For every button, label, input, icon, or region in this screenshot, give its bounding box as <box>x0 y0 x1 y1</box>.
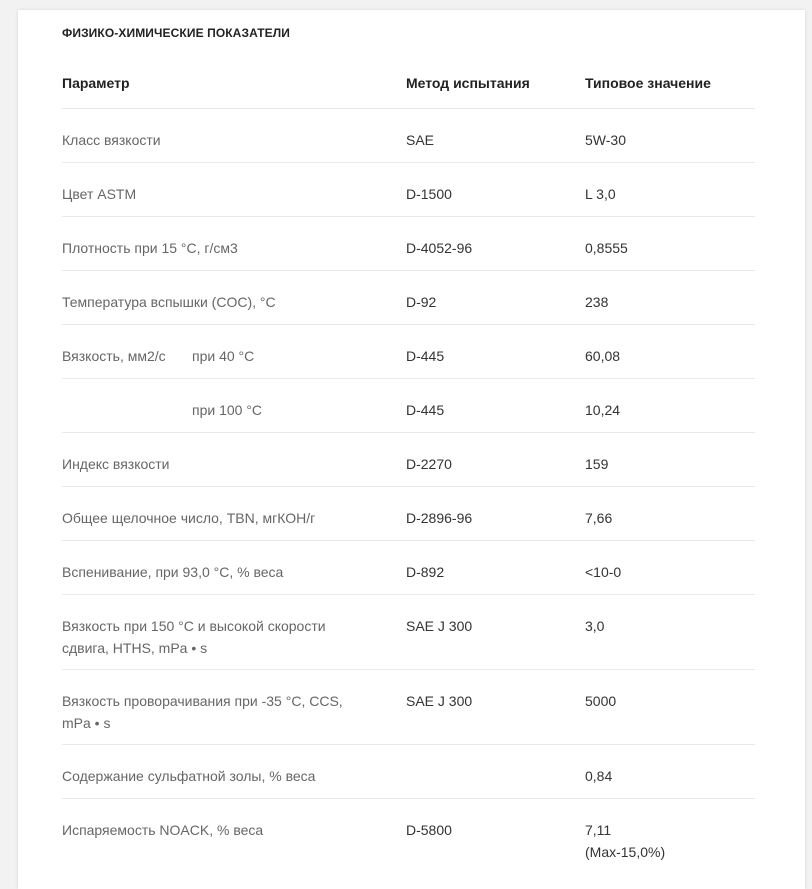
method-cell: SAE <box>406 132 435 148</box>
value-cell: 3,0 <box>585 618 605 634</box>
table-row <box>62 433 755 487</box>
param-cell: Температура вспышки (COC), °C <box>62 294 276 310</box>
method-cell: D-5800 <box>406 822 452 838</box>
header-value: Типовое значение <box>585 75 711 91</box>
table-row <box>62 271 755 325</box>
value-cell: 238 <box>585 294 609 310</box>
table-row <box>62 745 755 799</box>
table-row <box>62 109 755 163</box>
value-cell: 10,24 <box>585 402 621 418</box>
method-cell: D-892 <box>406 564 445 580</box>
param-cell: Испаряемость NOACK, % веса <box>62 822 264 838</box>
sub-param-cell: при 40 °C <box>192 348 255 364</box>
param-cell: Индекс вязкости <box>62 456 170 472</box>
header-method: Метод испытания <box>406 75 530 91</box>
method-cell: D-2270 <box>406 456 452 472</box>
table-row <box>62 163 755 217</box>
value-cell: 60,08 <box>585 348 621 364</box>
value-note: (Max-15,0%) <box>585 844 666 860</box>
method-cell: SAE J 300 <box>406 693 473 709</box>
param-cell: Общее щелочное число, TBN, мгКОН/г <box>62 510 316 526</box>
method-cell: D-4052-96 <box>406 240 473 256</box>
specs-table <box>62 62 755 871</box>
param-cell: Цвет ASTM <box>62 186 137 202</box>
table-row <box>62 670 755 745</box>
table-row <box>62 487 755 541</box>
header-param: Параметр <box>62 75 130 91</box>
value-cell: 0,84 <box>585 768 613 784</box>
param-cell: Вспенивание, при 93,0 °C, % веса <box>62 564 284 580</box>
value-cell: 159 <box>585 456 609 472</box>
table-row <box>62 541 755 595</box>
value-cell: 5000 <box>585 693 617 709</box>
table-row <box>62 217 755 271</box>
method-cell: D-1500 <box>406 186 452 202</box>
param-cell: Вязкость, мм2/с <box>62 348 166 364</box>
param-cell: Вязкость при 150 °C и высокой скорости сдвига, HTHS, mPa • s <box>62 618 326 656</box>
value-cell: <10-0 <box>585 564 622 580</box>
param-cell: Содержание сульфатной золы, % веса <box>62 768 316 784</box>
method-cell: D-92 <box>406 294 437 310</box>
param-cell: Класс вязкости <box>62 132 161 148</box>
value-cell: 0,8555 <box>585 240 628 256</box>
value-cell: L 3,0 <box>585 186 616 202</box>
sub-param-cell: при 100 °C <box>192 402 263 418</box>
param-cell: Вязкость проворачивания при -35 °C, CCS, mPa • s <box>62 693 343 731</box>
specs-card <box>18 10 805 889</box>
method-cell: D-445 <box>406 402 445 418</box>
value-cell: 5W-30 <box>585 132 626 148</box>
param-cell: Плотность при 15 °C, г/см3 <box>62 240 238 256</box>
table-header <box>62 62 755 109</box>
section-title: ФИЗИКО-ХИМИЧЕСКИЕ ПОКАЗАТЕЛИ <box>62 26 291 40</box>
method-cell: D-445 <box>406 348 445 364</box>
table-row <box>62 379 755 433</box>
value-main: 7,11 <box>585 822 612 838</box>
value-cell: 7,66 <box>585 510 613 526</box>
table-row <box>62 595 755 670</box>
table-row <box>62 325 755 379</box>
table-row <box>62 799 755 871</box>
method-cell: SAE J 300 <box>406 618 473 634</box>
method-cell: D-2896-96 <box>406 510 473 526</box>
value-cell <box>585 819 665 863</box>
